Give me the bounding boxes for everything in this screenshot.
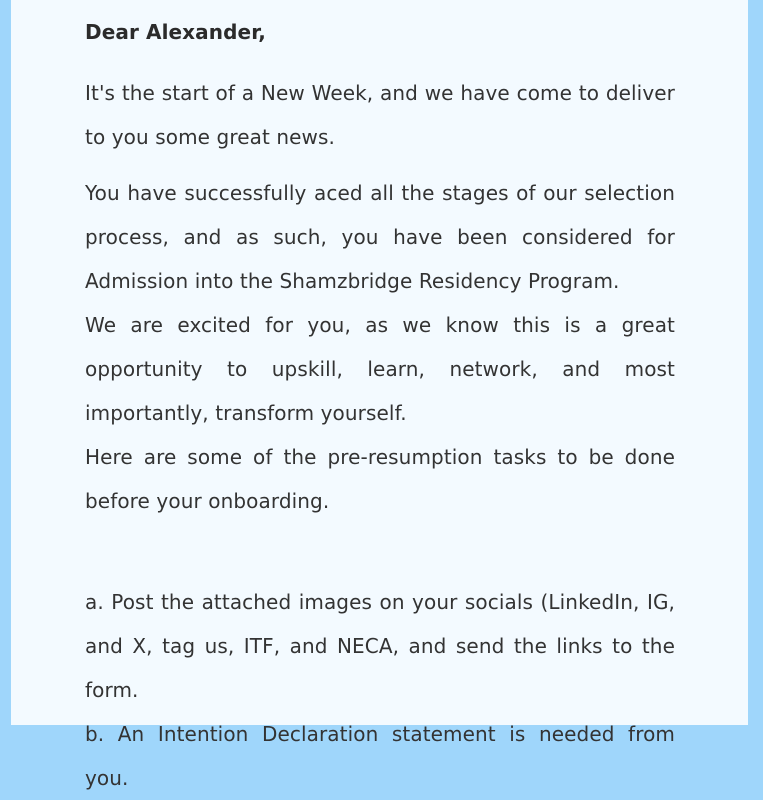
email-paragraph-admission: You have successfully aced all the stages of our selection process, and as such, you have been considered for Admission into the Shamzbridge Residency Program.: [85, 181, 675, 293]
email-greeting: Dear Alexander,: [85, 20, 266, 44]
email-paragraph-tasks-intro: Here are some of the pre-resumption tasks to be done before your onboarding.: [85, 445, 675, 513]
task-item-post-images: a. Post the attached images on your socials (LinkedIn, IG, and X, tag us, ITF, and NECA, and send the links to the form.: [85, 590, 675, 702]
email-body: [85, 0, 675, 800]
email-paragraph-excitement: We are excited for you, as we know this is a great opportunity to upskill, learn, network, and most importantly, transform yourself.: [85, 313, 675, 425]
task-item-intention-declaration: b. An Intention Declaration statement is needed from you.: [85, 722, 675, 790]
email-card: [11, 0, 748, 790]
paragraph-spacer: [85, 523, 675, 580]
email-paragraph-intro: It's the start of a New Week, and we have come to deliver to you some great news.: [85, 81, 675, 149]
